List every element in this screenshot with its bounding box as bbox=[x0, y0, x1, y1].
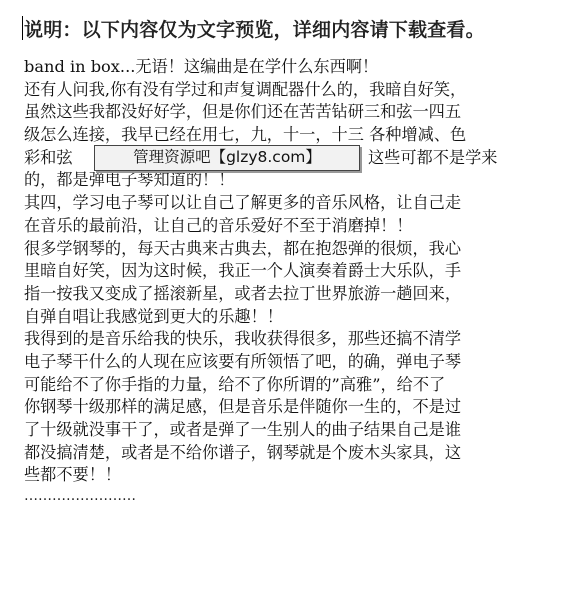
article-line-end: 这些可都不是学来 bbox=[368, 147, 498, 167]
article-line: 级怎么连接，我早已经在用七，九，十一，十三 各种增减、色 bbox=[24, 125, 467, 145]
article-line-with-banner bbox=[24, 147, 554, 170]
article-line: 我得到的是音乐给我的快乐，我收获得很多，那些还搞不清学 bbox=[24, 329, 462, 349]
site-watermark-banner[interactable] bbox=[94, 145, 360, 171]
article-line: 其四，学习电子琴可以让自己了解更多的音乐风格，让自己走 bbox=[24, 193, 462, 213]
article-line-start: 彩和弦 bbox=[24, 147, 73, 167]
article-line: 还有人问我,你有没有学过和声复调配器什么的，我暗自好笑， bbox=[24, 79, 467, 99]
article-line: 电子琴干什么的人现在应该要有所领悟了吧，的确，弹电子琴 bbox=[24, 351, 462, 371]
article-line: 指一按我又变成了摇滚新星，或者去拉丁世界旅游一趟回来， bbox=[24, 283, 462, 303]
preview-notice bbox=[22, 14, 572, 42]
article-line: 在音乐的最前沿，让自己的音乐爱好不至于消磨掉！！ bbox=[24, 215, 413, 235]
article-line: 可能给不了你手指的力量，给不了你所谓的”高雅”，给不了 bbox=[24, 374, 446, 394]
article-line: 自弹自唱让我感觉到更大的乐趣！！ bbox=[24, 306, 283, 326]
article-line: 些都不要！！ bbox=[24, 465, 122, 485]
article-line: 里暗自好笑，因为这时候，我正一个人演奏着爵士大乐队，手 bbox=[24, 261, 462, 281]
article-body bbox=[24, 56, 554, 510]
article-line: 虽然这些我都没好好学，但是你们还在苦苦钻研三和弦一四五 bbox=[24, 102, 462, 122]
article-line: 很多学钢琴的，每天古典来古典去，都在抱怨弹的很烦，我心 bbox=[24, 238, 462, 258]
article-line: 了十级就没事干了，或者是弹了一生别人的曲子结果自己是谁 bbox=[24, 420, 462, 439]
continuation-ellipsis: …………………… bbox=[24, 488, 136, 505]
article-line: 的，都是弹电子琴知道的！！ bbox=[24, 170, 235, 190]
article-line: band in box...无语！这编曲是在学什么东西啊！ bbox=[24, 57, 379, 76]
preview-notice-text: 说明：以下内容仅为文字预览，详细内容请下载查看。 bbox=[24, 18, 485, 41]
text-cursor bbox=[22, 16, 23, 40]
article-line: 你钢琴十级那样的满足感，但是音乐是伴随你一生的，不是过 bbox=[24, 397, 462, 417]
site-watermark-label: 管理资源吧【glzy8.com】 bbox=[133, 148, 321, 167]
article-line: 都没搞清楚，或者是不给你谱子，钢琴就是个废木头家具，这 bbox=[24, 442, 462, 462]
